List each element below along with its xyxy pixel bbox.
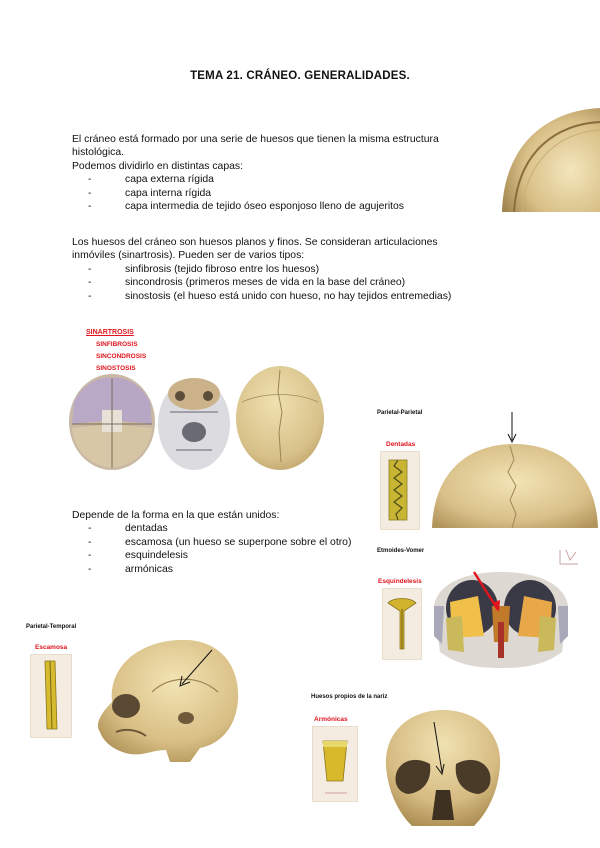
skull-section-image bbox=[492, 100, 600, 212]
ethmoid-vomer-image bbox=[428, 566, 574, 670]
union-text: Depende de la forma en la que están unidos: bbox=[72, 510, 280, 521]
escamosa-caption: Parietal-Temporal bbox=[26, 624, 77, 630]
intro-paragraph bbox=[72, 133, 482, 213]
articulations-list bbox=[72, 263, 482, 303]
dentadas-caption: Parietal-Parietal bbox=[377, 410, 423, 416]
list-item: - armónicas bbox=[88, 563, 482, 576]
intro-layers-text: Podemos dividirlo en distintas capas: bbox=[72, 160, 243, 172]
escamosa-label: Escamosa bbox=[35, 644, 68, 651]
dentadas-label: Dentadas bbox=[386, 441, 416, 448]
sinartrosis-legend bbox=[86, 327, 146, 375]
armonicas-card bbox=[312, 726, 358, 802]
articulations-text: Los huesos del cráneo son huesos planos y finos. Se consideran articulaciones inmóviles (sinartrosis). Pueden ser de varios tipos: bbox=[72, 237, 438, 262]
fontanelle-skull-image bbox=[66, 372, 158, 472]
list-item: - esquindelesis bbox=[88, 549, 482, 562]
skull-base-image bbox=[156, 372, 232, 472]
union-paragraph bbox=[72, 509, 482, 576]
squamous-suture-illustration bbox=[31, 655, 71, 737]
skull-top-image bbox=[234, 362, 326, 472]
list-item: - capa interna rígida bbox=[88, 187, 482, 200]
armonicas-caption: Huesos propios de la nariz bbox=[311, 694, 388, 700]
schindylesis-illustration bbox=[383, 589, 421, 659]
page-title: TEMA 21. CRÁNEO. GENERALIDADES. bbox=[190, 70, 410, 82]
list-item: - sinfibrosis (tejido fibroso entre los huesos) bbox=[88, 263, 482, 276]
esquindelesis-caption: Etmoides-Vomer bbox=[377, 548, 425, 554]
list-item: - dentadas bbox=[88, 522, 482, 535]
list-item: - sinostosis (el hueso está unido con hueso, no hay tejidos entremedias) bbox=[88, 290, 482, 303]
escamosa-card bbox=[30, 654, 72, 738]
intro-text: El cráneo está formado por una serie de huesos que tienen la misma estructura histológica. bbox=[72, 134, 439, 159]
frontal-skull-image bbox=[378, 708, 508, 826]
armonicas-label: Armónicas bbox=[314, 716, 348, 723]
articulations-paragraph bbox=[72, 236, 482, 303]
sinartrosis-heading: SINARTROSIS bbox=[86, 329, 134, 336]
list-item: - capa externa rígida bbox=[88, 173, 482, 186]
list-item: - escamosa (un hueso se superpone sobre el otro) bbox=[88, 536, 482, 549]
sinartrosis-item: SINFIBROSIS bbox=[96, 341, 138, 348]
list-item: - capa intermedia de tejido óseo esponjoso lleno de agujeritos bbox=[88, 200, 482, 213]
plane-suture-illustration bbox=[313, 727, 357, 801]
lateral-skull-image bbox=[82, 632, 242, 764]
esquindelesis-card bbox=[382, 588, 422, 660]
sinartrosis-item: SINCONDROSIS bbox=[96, 353, 147, 360]
list-item: - sincondrosis (primeros meses de vida en la base del cráneo) bbox=[88, 276, 482, 289]
layers-list bbox=[72, 173, 482, 213]
sinartrosis-item: SINOSTOSIS bbox=[96, 365, 136, 372]
esquindelesis-label: Esquindelesis bbox=[378, 578, 422, 585]
